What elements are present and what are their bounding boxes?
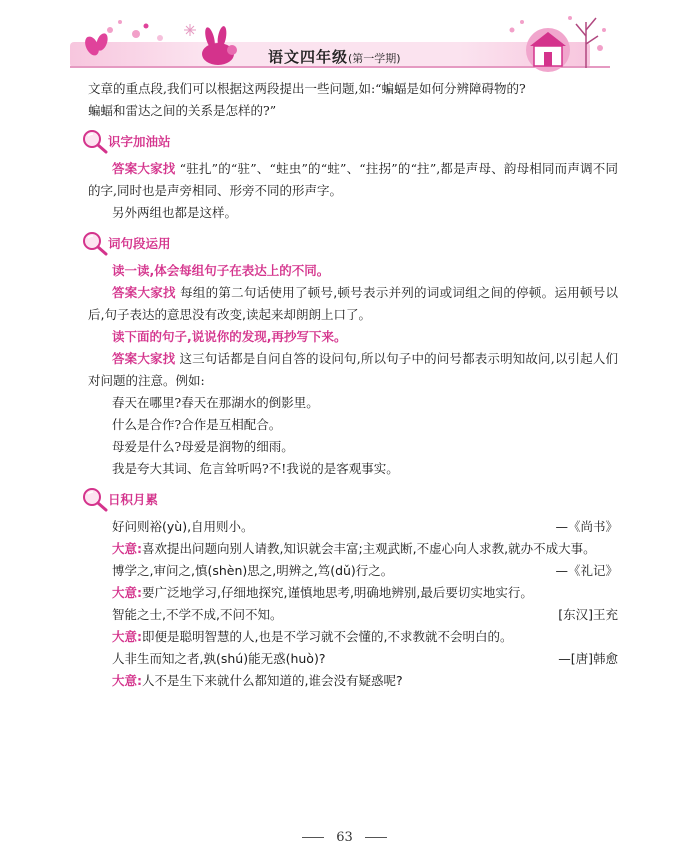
- usage-task-2: 读下面的句子,说说你的发现,再抄写下来。: [112, 329, 347, 344]
- usage-answer-1: [88, 282, 618, 326]
- example-sentence: 春天在哪里?春天在那湖水的倒影里。: [112, 395, 319, 410]
- intro-line-2: 蝙蝠和雷达之间的关系是怎样的?”: [88, 103, 277, 118]
- section-literacy-title: 识字加油站: [108, 134, 171, 149]
- literacy-answer-text: “驻扎”的“驻”、“蛀虫”的“蛀”、“拄拐”的“拄”,都是声母、韵母相同而声调不同的字,同时也是声旁相同、形旁不同的形声字。: [88, 161, 618, 198]
- answer-label: 答案大家找: [112, 285, 176, 300]
- usage-answer-2: [88, 348, 618, 392]
- magnifier-icon: [80, 486, 110, 512]
- section-accumulation-heading: [88, 488, 618, 510]
- example-sentence: 什么是合作?合作是互相配合。: [112, 417, 282, 432]
- quote-text: 博学之,审问之,慎(shèn)思之,明辨之,笃(dǔ)行之。: [112, 563, 394, 578]
- quote-source: —《尚书》: [555, 519, 618, 534]
- meaning-label: 大意:: [112, 673, 142, 688]
- usage-answer-1-text: 每组的第二句话使用了顿号,顿号表示并列的词或词组之间的停顿。运用顿号以后,句子表达的意思没有改变,读起来却朗朗上口了。: [88, 285, 618, 322]
- quote-line: [88, 560, 618, 582]
- meaning-label: 大意:: [112, 629, 142, 644]
- quote-meaning: [88, 626, 618, 648]
- literacy-answer: [88, 158, 618, 202]
- magnifier-icon: [80, 230, 110, 256]
- quote-meaning: [88, 582, 618, 604]
- answer-label: 答案大家找: [112, 351, 176, 366]
- usage-answer-2-text: 这三句话都是自问自答的设问句,所以句子中的问号都表示明知故问,以引起人们对问题的注意。例如:: [88, 351, 618, 388]
- section-literacy-heading: [88, 130, 618, 152]
- usage-task-1: 读一读,体会每组句子在表达上的不同。: [112, 263, 330, 278]
- snowflake-icon: [184, 24, 196, 36]
- page-content: [88, 78, 618, 692]
- quote-meaning: [88, 670, 618, 692]
- quote-meaning-text: 人不是生下来就什么都知道的,谁会没有疑惑呢?: [142, 673, 403, 688]
- page-header: [0, 0, 689, 78]
- section-usage-title: 词句段运用: [108, 236, 171, 251]
- quote-text: 好问则裕(yù),自用则小。: [112, 519, 254, 534]
- book-title: 语文四年级: [268, 48, 349, 66]
- section-usage-heading: [88, 232, 618, 254]
- section-accumulation-title: 日积月累: [108, 492, 159, 507]
- literacy-note: 另外两组也都是这样。: [112, 205, 238, 220]
- quote-source: —《礼记》: [555, 563, 618, 578]
- example-sentence: 我是夸大其词、危言耸听吗?不!我说的是客观事实。: [112, 461, 399, 476]
- intro-line-1: 文章的重点段,我们可以根据这两段提出一些问题,如:“蝙蝠是如何分辨障碍物的?: [88, 81, 526, 96]
- quote-meaning: [88, 538, 618, 560]
- quote-text: 智能之士,不学不成,不问不知。: [112, 607, 283, 622]
- book-term: (第一学期): [348, 52, 401, 65]
- quote-meaning-text: 要广泛地学习,仔细地探究,谨慎地思考,明确地辨别,最后要切实地实行。: [142, 585, 533, 600]
- meaning-label: 大意:: [112, 585, 142, 600]
- quote-meaning-text: 即便是聪明智慧的人,也是不学习就不会懂的,不求教就不会明白的。: [142, 629, 513, 644]
- quote-line: [88, 604, 618, 626]
- footer-dash-right: [365, 837, 387, 838]
- quote-text: 人非生而知之者,孰(shú)能无惑(huò)?: [112, 651, 326, 666]
- page-footer: [0, 830, 689, 845]
- answer-label: 答案大家找: [112, 161, 176, 176]
- header-title: [268, 46, 401, 67]
- magnifier-icon: [80, 128, 110, 154]
- quote-line: [88, 516, 618, 538]
- quote-source: [东汉]王充: [558, 607, 618, 622]
- page-number: 63: [336, 830, 353, 845]
- meaning-label: 大意:: [112, 541, 142, 556]
- house-icon: [526, 28, 570, 72]
- quote-source: —[唐]韩愈: [558, 651, 618, 666]
- quote-meaning-text: 喜欢提出问题向别人请教,知识就会丰富;主观武断,不虚心向人求教,就办不成大事。: [142, 541, 596, 556]
- quote-line: [88, 648, 618, 670]
- example-sentence: 母爱是什么?母爱是润物的细雨。: [112, 439, 294, 454]
- footer-dash-left: [302, 837, 324, 838]
